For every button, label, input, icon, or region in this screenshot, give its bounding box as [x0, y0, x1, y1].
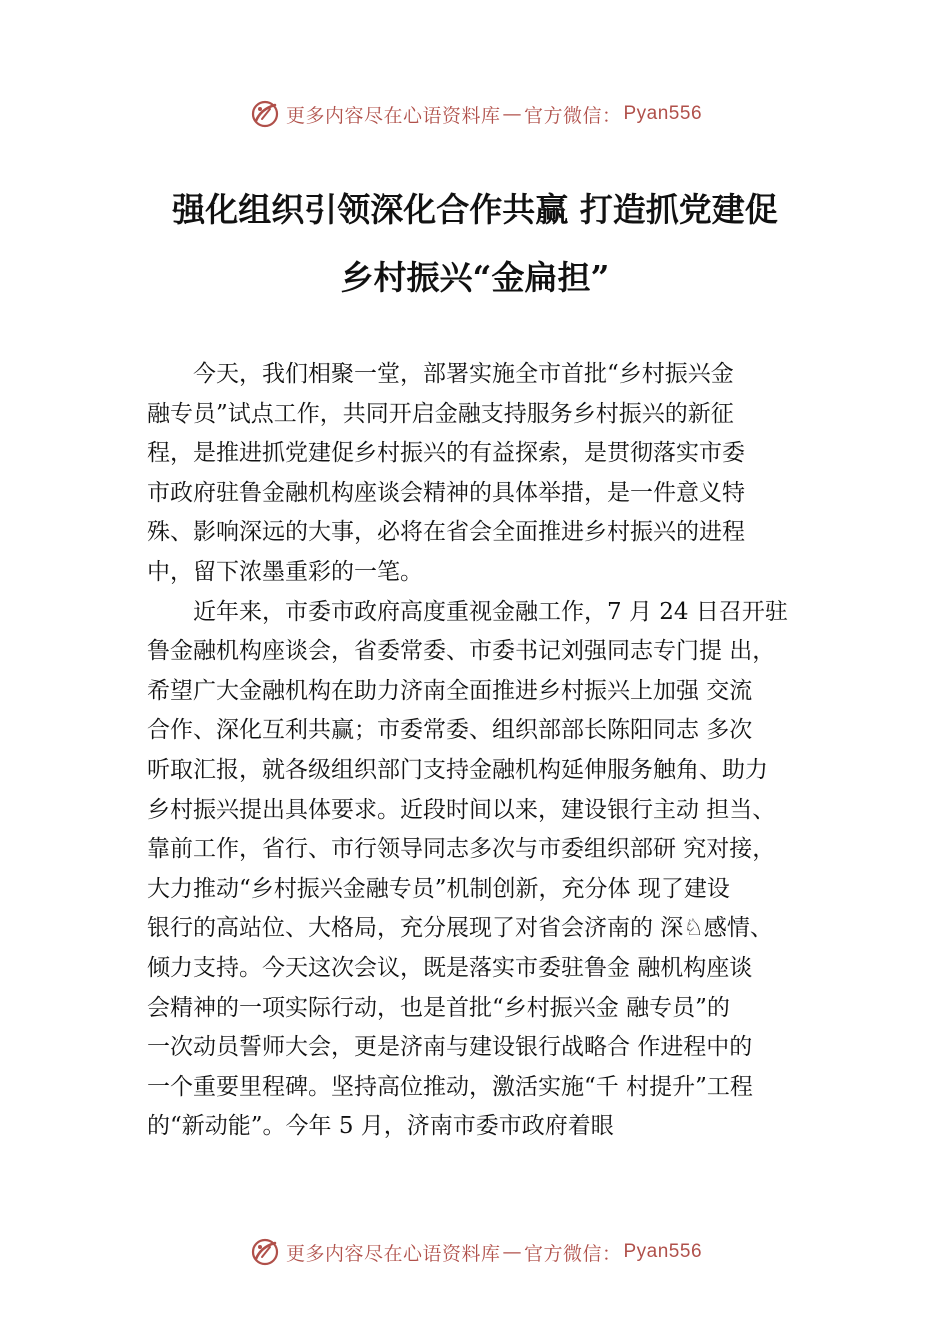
watermark-wechat-id: Pyan556	[623, 1241, 703, 1262]
body-line: 市政府驻鲁金融机构座谈会精神的具体举措，是一件意义特	[147, 479, 745, 506]
body-line: 靠前工作，省行、市行领导同志多次与市委组织部研 究对接，	[147, 836, 776, 863]
body-line: 倾力支持。今天这次会议，既是落实市委驻鲁金 融机构座谈	[147, 954, 753, 981]
body-line: 合作、深化互利共赢；市委常委、组织部部长陈阳同志 多次	[147, 717, 753, 744]
body-line: 的“新动能”。今年 5 月，济南市委市政府着眼	[147, 1113, 614, 1140]
body-line: 希望广大金融机构在助力济南全面推进乡村振兴上加强 交流	[147, 677, 753, 704]
body-line: 程，是推进抓党建促乡村振兴的有益探索，是贯彻落实市委	[147, 440, 745, 467]
body-line: 融专员”试点工作，共同开启金融支持服务乡村振兴的新征	[147, 400, 734, 427]
brand-logo-icon	[248, 97, 282, 131]
watermark-wechat-id: Pyan556	[623, 103, 703, 124]
header-watermark	[0, 94, 950, 134]
body-line: 近年来，市委市政府高度重视金融工作，7 月 24 日召开驻	[147, 598, 788, 625]
document-title-line-1: 强化组织引领深化合作共赢 打造抓党建促	[172, 190, 778, 229]
body-line: 一个重要里程碑。坚持高位推动，激活实施“千 村提升”工程	[147, 1073, 753, 1100]
watermark-brand: 更多内容尽在心语资料库	[285, 104, 501, 127]
body-line: 鲁金融机构座谈会，省委常委、市委书记刘强同志专门提 出，	[147, 638, 776, 665]
watermark-brand: 更多内容尽在心语资料库	[285, 1242, 501, 1265]
brand-logo-icon	[248, 1235, 282, 1269]
body-line: 银行的高站位、大格局，充分展现了对省会济南的 深♘感情、	[147, 915, 773, 942]
body-line: 一次动员誓师大会，更是济南与建设银行战略合 作进程中的	[147, 1034, 753, 1061]
footer-watermark	[0, 1232, 950, 1272]
body-line: 听取汇报，就各级组织部门支持金融机构延伸服务触角、助力	[147, 756, 768, 783]
document-title-line-2: 乡村振兴“金扁担”	[340, 258, 610, 297]
body-line: 中，留下浓墨重彩的一笔。	[147, 558, 423, 585]
body-line: 会精神的一项实际行动，也是首批“乡村振兴金 融专员”的	[147, 994, 730, 1021]
watermark-separator: —	[502, 1241, 522, 1263]
watermark-separator: —	[502, 103, 522, 125]
body-line: 乡村振兴提出具体要求。近段时间以来，建设银行主动 担当、	[147, 796, 776, 823]
body-line: 今天，我们相聚一堂，部署实施全市首批“乡村振兴金	[147, 361, 734, 387]
body-line: 大力推动“乡村振兴金融专员”机制创新，充分体 现了建设	[147, 875, 730, 902]
body-line: 殊、影响深远的大事，必将在省会全面推进乡村振兴的进程	[147, 519, 745, 546]
watermark-wechat-label: 官方微信：	[523, 104, 622, 127]
document-body	[147, 355, 837, 1147]
watermark-wechat-label: 官方微信：	[523, 1242, 622, 1265]
